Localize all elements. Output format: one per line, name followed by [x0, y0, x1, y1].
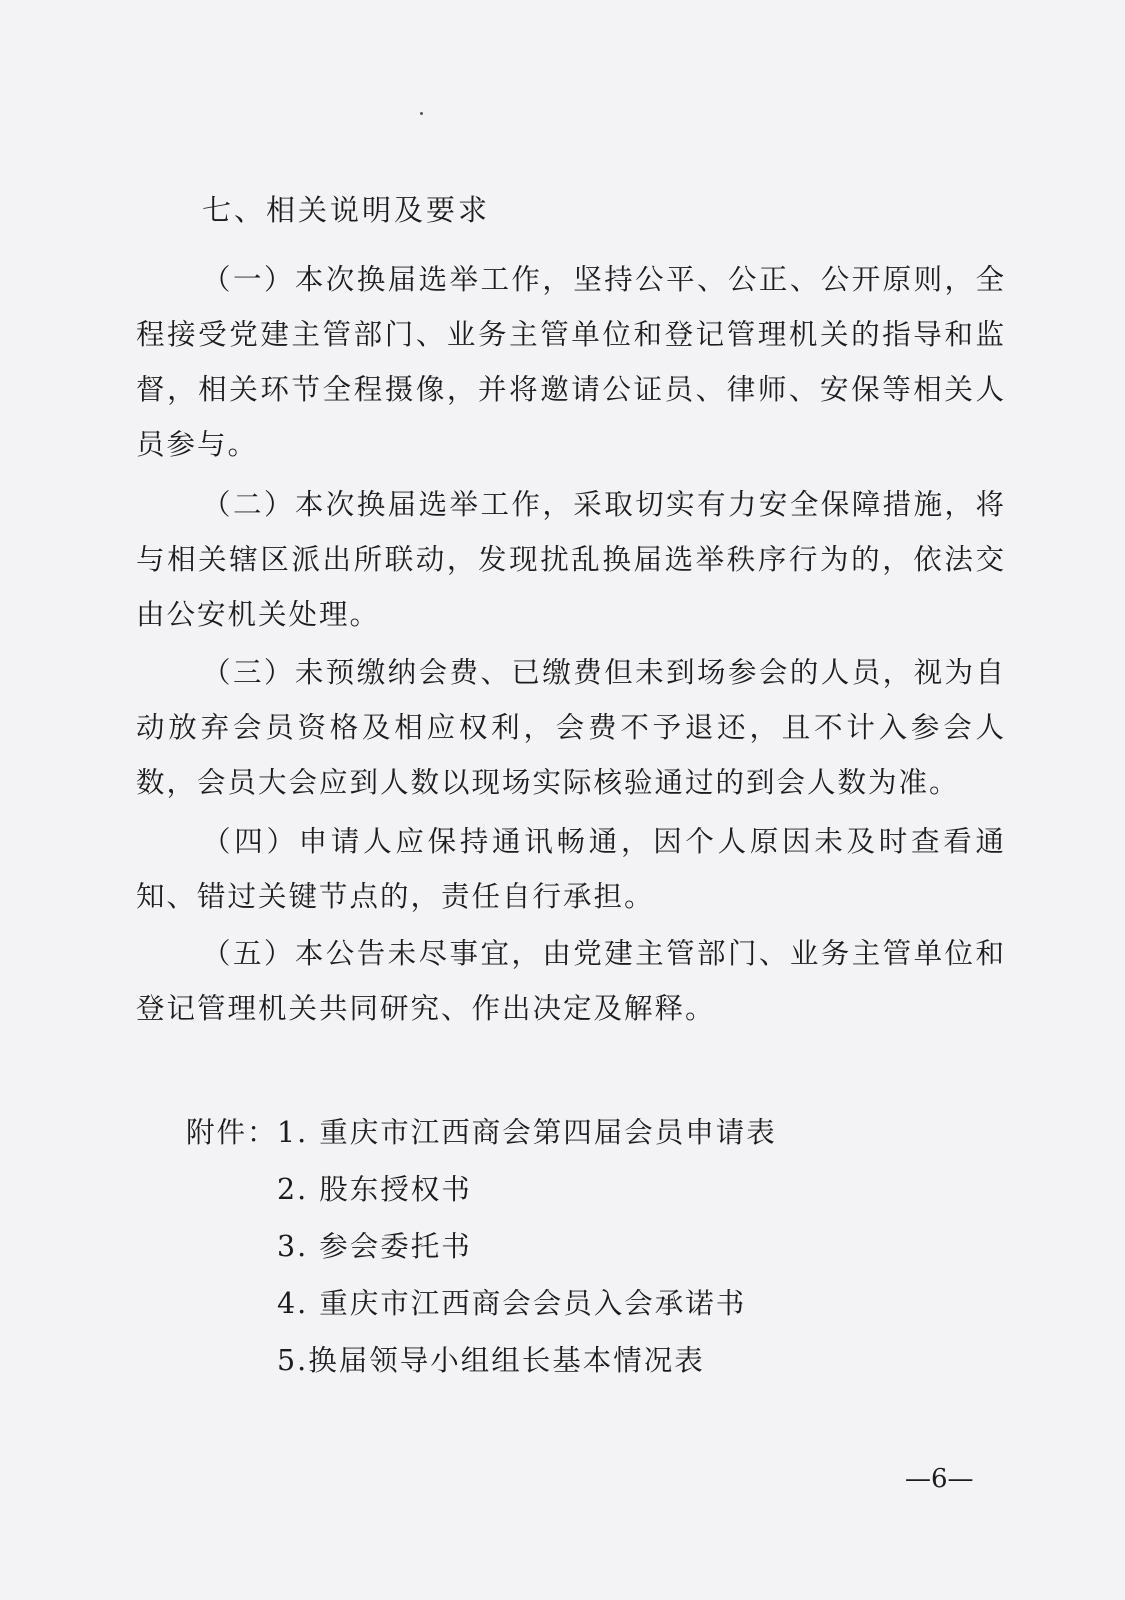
section-heading: 七、相关说明及要求 [202, 193, 491, 227]
attachment-item-4: 4. 重庆市江西商会会员入会承诺书 [277, 1287, 747, 1320]
attachment-item-5: 5.换届领导小组组长基本情况表 [277, 1344, 705, 1377]
paragraph-1: （一）本次换届选举工作，坚持公平、公正、公开原则，全程接受党建主管部门、业务主管单位和登记管理机关的指导和监督，相关环节全程摄像，并将邀请公证员、律师、安保等相关人员参与。 [136, 263, 1006, 461]
attachment-item-3: 3. 参会委托书 [277, 1230, 472, 1263]
paragraph-2: （二）本次换届选举工作，采取切实有力安全保障措施，将与相关辖区派出所联动，发现扰乱换届选举秩序行为的，依法交由公安机关处理。 [136, 488, 1006, 631]
page-number: —6— [905, 1464, 974, 1494]
attachment-item-2: 2. 股东授权书 [277, 1173, 472, 1206]
attachment-item-1: 1. 重庆市江西商会第四届会员申请表 [277, 1116, 777, 1149]
paragraph-3: （三）未预缴纳会费、已缴费但未到场参会的人员，视为自动放弃会员资格及相应权利，会费不予退还，且不计入参会人数，会员大会应到人数以现场实际核验通过的到会人数为准。 [136, 656, 1006, 799]
paragraph-5: （五）本公告未尽事宜，由党建主管部门、业务主管单位和登记管理机关共同研究、作出决定及解释。 [136, 937, 1006, 1025]
attachments-label: 附件： [186, 1116, 278, 1149]
paragraph-4: （四）申请人应保持通讯畅通，因个人原因未及时查看通知、错过关键节点的，责任自行承担。 [136, 825, 1006, 913]
scan-speck [420, 112, 423, 115]
